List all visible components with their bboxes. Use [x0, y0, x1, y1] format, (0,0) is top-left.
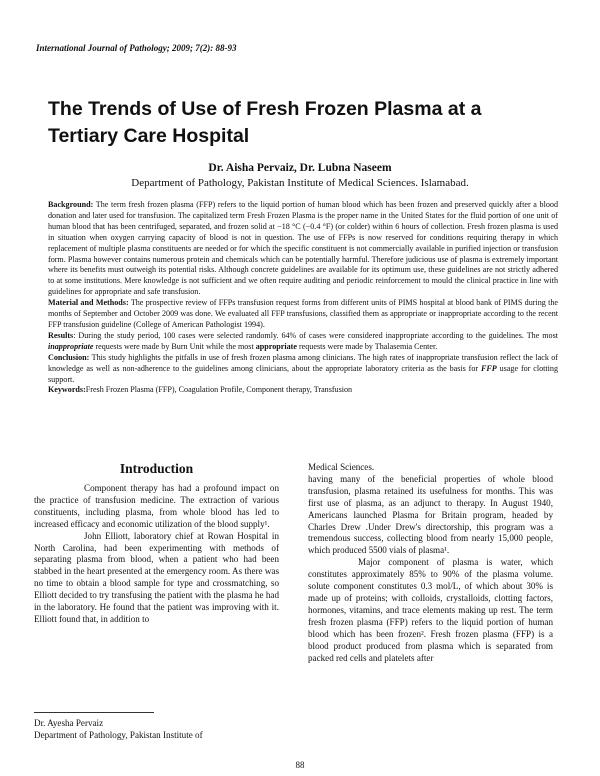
footnote-continued: Medical Sciences. — [308, 462, 375, 472]
abstract-results — [48, 331, 558, 353]
left-column — [34, 462, 279, 626]
results-appropriate: appropriate — [255, 341, 297, 351]
page-number: 88 — [295, 760, 305, 770]
keywords-label: Keywords: — [48, 385, 86, 395]
intro-paragraph-2: John Elliott, laboratory chief at Rowan Hospital in North Carolina, had been experimenting with methods of separating plasma from blood, when a patient who had been stabbed in the heart presented at the emergency room. As there was no time to obtain a blood sample for type and crossmatching, so Elliott decided to try transfusing the patient with the plasma he had in the laboratory. He found that the patient was improving with it. Elliott found that, in addition to — [34, 530, 279, 624]
keywords-text: Fresh Frozen Plasma (FFP), Coagulation Profile, Component therapy, Transfusion — [85, 385, 353, 395]
right-paragraph-2: Major component of plasma is water, which constitutes approximately 85% to 90% of the plasma volume. solute component constitutes 0.3 mol/L, of which about 30% is made up of proteins; with colloids, crystalloids, clotting factors, hormones, vitamins, and trace elements making up rest. The term fresh frozen plasma (FFP) refers to the liquid portion of human blood which has been frozen². Fresh frozen plasma (FFP) is a blood product produced from plasma which is separated from packed red cells and platelets after — [308, 557, 553, 663]
conclusion-label: Conclusion: — [48, 352, 90, 362]
results-text-3: requests were made by Thalasemia Center. — [296, 341, 438, 351]
conclusion-text-1: This study highlights the pitfalls in use of fresh frozen plasma among clinicians. The high rates of inappropriate transfusion reflect the lack of knowledge as well as non-adherence to the guidelines among clinicians, about the appropriate laboratory criteria as the basis for — [48, 352, 558, 373]
methods-label: Material and Methods: — [48, 298, 129, 308]
abstract-background — [48, 200, 558, 298]
footnote-dept: Department of Pathology, Pakistan Institute of — [34, 730, 203, 740]
results-label: Results — [48, 330, 74, 340]
results-text-2: requests were made by Burn Unit while the most — [93, 341, 256, 351]
article-title: The Trends of Use of Fresh Frozen Plasma at a Tertiary Care Hospital — [48, 98, 482, 147]
results-text-1: : During the study period, 100 cases were selected randomly. 64% of cases were considered inappropriate according to the guidelines. The most — [73, 330, 558, 340]
footnote-rule — [34, 712, 154, 713]
conclusion-text-2: usage for clotting support. — [48, 363, 558, 384]
right-column — [308, 462, 553, 664]
background-text: The term fresh frozen plasma (FFP) refers to the liquid portion of human blood which has been frozen and preserved quickly after a blood donation and later used for transfusion. The capitalized term Fresh Frozen Plasma is the proper name in the United States for the fluid portion of one unit of human blood that has been centrifuged, separated, and frozen solid at −18 °C (−0.4 °F) (or colder) within 6 hours of collection. Fresh frozen plasma is used in situation when oxygen carrying capacity of blood is not in question. The use of FFPs is now reserved for conditions requiring therapy in which replacement of multiple plasma constituents are needed or for which the specific constituent is not commercially available in purified injection or transfusion form. Plasma however contains numerous protein and chemicals which can be potentially harmful. Therefore judicious use of plasma is extremely important where its benefits must outweigh its potential risks. Although concrete guidelines are available for its optimum use, these guidelines are not strictly adhered to at some institutions. Mere knowledge is not sufficient and we often require auditing and periodic reinforcement to mould the clinical practice in line with guidelines for appropriate and safe transfusion. — [48, 200, 558, 297]
abstract-conclusion — [48, 353, 558, 386]
results-inappropriate: inappropriate — [48, 341, 94, 351]
introduction-heading: Introduction — [119, 461, 194, 476]
conclusion-ffp: FFP — [481, 363, 497, 373]
abstract-methods — [48, 298, 558, 331]
background-label: Background: — [48, 200, 94, 209]
methods-text: The prospective review of FFPs transfusion request forms from different units of PIMS hospital at blood bank of PIMS during the months of September and October 2009 was done. We evaluated all FFP transfusions, classified them as appropriate or inappropriate according to the recent FFP transfusion guideline (College of American Pathologist 1994). — [48, 298, 559, 329]
footnote-name: Dr. Ayesha Pervaiz — [34, 718, 104, 728]
author-list: Dr. Aisha Pervaiz, Dr. Lubna Naseem — [208, 162, 392, 174]
journal-citation: International Journal of Pathology; 2009; 7(2): 88-93 — [36, 43, 237, 53]
abstract-keywords — [48, 385, 558, 396]
author-footnote — [34, 712, 279, 741]
right-paragraph-1: having many of the beneficial properties of whole blood transfusion, plasma retained its usefulness for months. This was first use of plasma, as an adjunct to therapy. In August 1940, Americans launched Plasma for Britain program, headed by Charles Drew .Under Drew's directorship, this program was a tremendous success, collecting blood from nearly 15,000 people, which produced 5500 vials of plasma¹. — [308, 473, 553, 556]
abstract — [48, 200, 558, 396]
intro-paragraph-1: Component therapy has had a profound impact on the practice of transfusion medicine. The extraction of various constituents, including plasma, from whole blood has led to increased efficacy and economic utilization of the blood supply¹. — [34, 483, 279, 529]
author-affiliation: Department of Pathology, Pakistan Institute of Medical Sciences. Islamabad. — [131, 177, 469, 189]
